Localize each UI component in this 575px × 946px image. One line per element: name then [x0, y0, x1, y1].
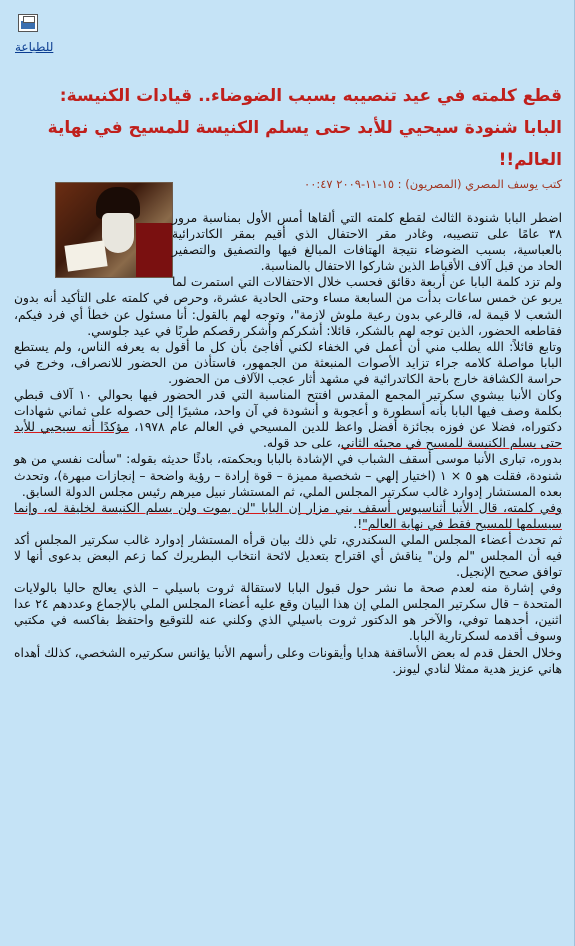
paragraph-8: وفي إشارة منه لعدم صحة ما نشر حول قبول البابا لاستقالة ثروت باسيلي – الذي يعالج حاليا بالولايات المتحدة – قال سكرتير المجلس الملي إن هذا البيان وقع عليه أعضاء المجلس الملي بالإجماع وعددهم ٢٤ عدا اثنين، أحدهما توفي، والآخر هو الدكتور ثروت باسيلي الذي وكلني عنه للتوقيع واحتفظ بفاكسه في مكتبي وسوف أقدمه لسكرتارية البابا.: [14, 581, 562, 644]
quote-underlined-2: وفي كلمته، قال الأنبا أثناسيوس أسقف بني مزار إن البابا "لن يموت ولن يسلم الكنيسة لخليفة له، وإنما سيسلمها للمسيح فقط في نهاية العالم": [14, 500, 562, 531]
paragraph-9: وخلال الحفل قدم له بعض الأساقفة هدايا وأيقونات وعلى رأسهم الأنبا يؤانس سكرتيره الشخصي، كذلك أهداه هاني عزيز هدية ممثلا لنادي ليونز.: [14, 645, 562, 676]
paragraph-7: ثم تحدث أعضاء المجلس الملي السكندري، تلي ذلك بيان قرأه المستشار إدوارد غالب سكرتير المجلس أكد فيه أن المجلس "لم ولن" يناقش أي اقتراح بتعديل لائحة انتخاب البطريرك كما زعم البعض بدعوى أنها لا توافق صحيح الإنجيل.: [14, 532, 562, 580]
paragraph-5: بدوره، تبارى الأنبا موسى أسقف الشباب في الإشادة بالبابا وبحكمته، بادئًا حديثه بقوله: "سألت نفسي من هو شنودة، فقلت هو ٥ × ١ (اختيار إلهي – شخصية مميزة – قوة إرادة – رؤية واضحة – إنجازات مبهرة)، وتحدث بعده المستشار إدوارد غالب سكرتير المجلس الملي، ثم المستشار نبيل ميرهم رئيس مجلس الدولة السابق.: [14, 452, 563, 499]
paragraph-4: [14, 387, 562, 451]
article-byline: كتب يوسف المصري (المصريون) : ١٥-١١-٢٠٠٩ ٠٠:٤٧: [304, 177, 562, 191]
paragraph-2: ولم تزد كلمة البابا عن أربعة دقائق فحسب خلال الاحتفالات التي استمرت لما يربو عن خمس ساعات بدأت من السابعة مساء وحتى الحادية عشرة، وحرص في كلمته على التأكيد أنه بدون الشعب لا قيمة له، قالرعي بدون رعية ملوش لازمة"، وتوجه لهم بالقول: أنا مسئول عن خطأ أي فرد فيكم، فقاطعه الحضور، الذين توجه لهم بالشكر، قائلا: أشكركم وأشكر رقصكم طربًا في عيد جلوسي.: [14, 275, 562, 338]
printer-icon[interactable]: [18, 14, 38, 32]
paragraph-6: [14, 500, 562, 532]
paragraph-6-end: !.: [353, 516, 363, 531]
paragraph-4-text: وكان الأنبا بيشوي سكرتير المجمع المقدس افتتح المناسبة التي قدر الحضور فيها بحوالي ١٠ آلاف قبطي بكلمة وصف فيها البابا بأنه أسطورة و أعجوبة و أنشودة في آن واحد، مشيرًا إلى حصوله على ثماني شهادات دكتوراه، فضلا عن فوزه بجائزة أفضل واعظ للدين المسيحي في العالم عام ١٩٧٨،: [14, 388, 563, 435]
photo-wrap-space: [14, 210, 172, 280]
paragraph-4-end: ، على حد قوله.: [263, 436, 341, 451]
paragraph-1: اضطر البابا شنودة الثالث لقطع كلمته التي ألقاها أمس الأول بمناسبة مرور ٣٨ عامًا على تنصيبه، وغادر مقر الاحتفال الذي أقيم بمقر الكاتدرائية بالعباسية، بسبب الضوضاء نتيجة الهتافات المبالغ فيها والتصفيق والتصفير الحاد من قبل آلاف الأقباط الذين شاركوا الاحتفال بالمناسبة.: [172, 211, 562, 274]
paragraph-3: وتابع قائلاً: الله يطلب مني أن أعمل في الخفاء لكني أفاجئ بأن كل ما أقول به يعرفه الناس، ولم يستطع البابا مواصلة كلامه جراء تزايد الأصوات المنبعثة من الجمهور، فاستأذن من الحضور للانصراف، وخرج في حراسة الكشافة خارج باحة الكاتدرائية في مشهد أثار عجب الآلاف من الحضور.: [14, 339, 562, 386]
print-link[interactable]: للطباعة: [15, 40, 54, 54]
article-body: [14, 210, 562, 677]
quote-underlined-1: مؤكدًا أنه سيحيي للأبد حتى يسلم الكنيسة للمسيح في مجيئه الثاني: [14, 420, 562, 451]
article-headline: قطع كلمته في عيد تنصيبه بسبب الضوضاء.. قيادات الكنيسة: البابا شنودة سيحيي للأبد حتى يسلم الكنيسة للمسيح في نهاية العالم!!: [47, 86, 562, 170]
